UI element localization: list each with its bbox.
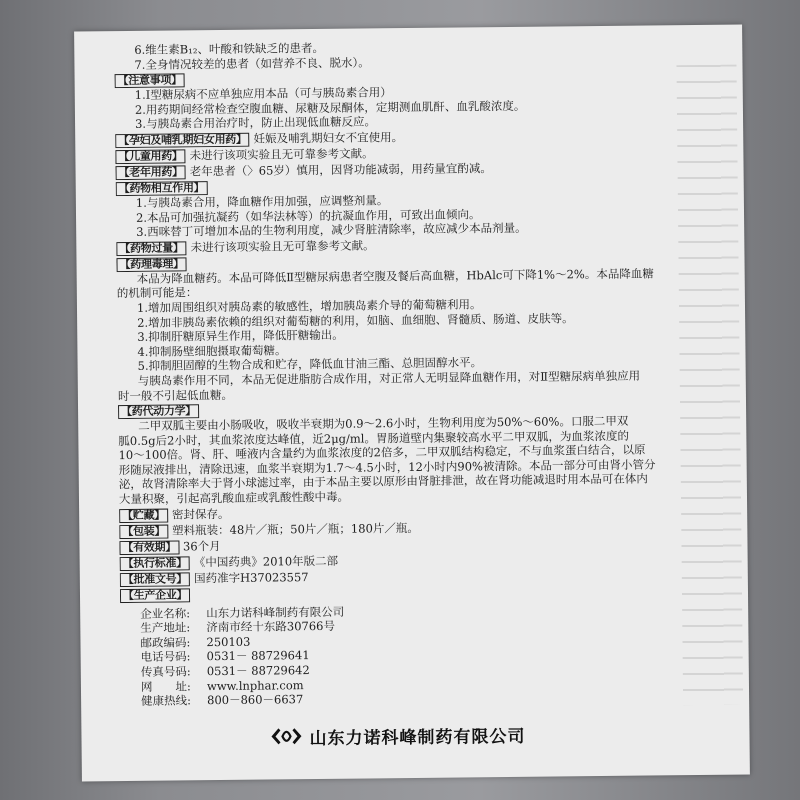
section-heading: 【批准文号】	[120, 572, 190, 587]
row-value: 800－860－6637	[207, 692, 304, 708]
pharmacology-item: 4.抑制肠壁细胞摄取葡萄糖。	[137, 343, 287, 359]
section-text: 妊娠及哺乳期妇女不宜使用。	[253, 130, 404, 146]
section-text: 《中国药典》2010年版二部	[193, 553, 339, 569]
row-value: 250103	[206, 634, 251, 650]
row-value: 山东力诺科峰制药有限公司	[206, 604, 345, 620]
manufacturer-info	[120, 601, 681, 709]
row-key: 网 址:	[140, 678, 191, 694]
section-heading: 【药物相互作用】	[116, 181, 208, 196]
pharmacokinetics-line: 形随尿液排出，清除迅速，血浆半衰期为1.7～4.5小时，12小时内90%被清除。本品一部分可由肾小管分	[118, 457, 656, 477]
pharmacology-intro-line: 的机制可能是：	[116, 285, 198, 301]
footer-brand	[269, 721, 525, 750]
precaution-item: 2.用药期间经常检查空腹血糖、尿糖及尿酮体，定期测血肌酐、血乳酸浓度。	[134, 98, 526, 117]
company-logo-icon	[269, 723, 303, 749]
show-through-text	[676, 65, 743, 706]
section-text: 36个月	[182, 538, 221, 554]
section-text: 未进行该项实验且无可靠参考文献。	[189, 146, 374, 163]
section-heading: 【贮藏】	[119, 508, 168, 523]
pharmacokinetics-line: 10～100倍。肾、肝、唾液内含量约为血浆浓度的2倍多，二甲双胍结构稳定，不与血浆蛋白结合，以原	[118, 442, 646, 463]
pharmacology-item: 3.抑制肝糖原异生作用，降低肝糖输出。	[137, 327, 344, 344]
pharmacology-item: 5.抑制胆固醇的生物合成和贮存，降低血甘油三酯、总胆固醇水平。	[137, 355, 483, 374]
pharmacology-intro-line: 本品为降血糖药。本品可降低Ⅱ型糖尿病患者空腹及餐后高血糖，HbAlc可下降1%～2%。本品降血糖	[136, 266, 654, 286]
row-value: 0531－ 88729641	[206, 648, 310, 664]
section-heading: 【注意事项】	[115, 74, 185, 89]
pharmacology-closing-line: 与胰岛素作用不同，本品无促进脂肪合成作用，对正常人无明显降血糖作用，对Ⅱ型糖尿病单独应用	[137, 368, 641, 388]
interaction-item: 3.西咪替丁可增加本品的生物利用度，减少肾脏清除率，故应减少本品剂量。	[136, 220, 527, 240]
package-insert-sheet	[74, 25, 750, 782]
section-heading: 【包装】	[119, 524, 168, 539]
section-heading: 【生产企业】	[120, 588, 190, 603]
row-key: 生产地址:	[140, 620, 191, 636]
row-key: 企业名称:	[140, 605, 191, 621]
pharmacokinetics-line: 二甲双胍主要由小肠吸收，吸收半衰期为0.9～2.6小时，生物利用度为50%～60%。口服二甲双	[138, 413, 629, 433]
interaction-item: 1.与胰岛素合用，降血糖作用加强，应调整剂量。	[135, 193, 389, 210]
pharmacology-closing-line: 时一般不引起低血糖。	[117, 387, 233, 403]
section-text: 老年患者（〉65岁）慎用，因肾功能减弱，用药量宜酌减。	[189, 161, 492, 179]
row-value: www.lnphar.com	[206, 677, 304, 693]
section-heading: 【药理毒理】	[116, 257, 186, 272]
pharmacology-item: 2.增加非胰岛素依赖的组织对葡萄糖的利用，如脑、血细胞、肾髓质、肠道、皮肤等。	[137, 310, 574, 330]
section-heading: 【药物过量】	[116, 241, 186, 256]
section-text: 塑料瓶装：48片／瓶；50片／瓶；180片／瓶。	[172, 520, 419, 538]
precaution-item: 1.Ⅰ型糖尿病不应单独应用本品（可与胰岛素合用）	[134, 85, 392, 103]
pharmacokinetics-line: 大量积聚，引起高乳酸血症或乳酸性酸中毒。	[118, 489, 350, 507]
contraindication-item: 7.全身情况较差的患者（如营养不良、脱水）。	[134, 55, 370, 72]
row-key: 电话号码:	[140, 649, 191, 665]
row-key: 邮政编码:	[140, 635, 191, 650]
insert-text	[114, 37, 681, 709]
pharmacokinetics-line: 胍0.5g后2小时，其血浆浓度达峰值，近2μg/ml。胃肠道壁内集聚较高水平二甲双胍，为血浆浓度的	[118, 428, 630, 448]
section-heading: 【药代动力学】	[118, 404, 199, 419]
pharmacology-item: 1.增加周围组织对胰岛素的敏感性，增加胰岛素介导的葡萄糖利用。	[136, 297, 482, 315]
row-value: 0531－ 88729642	[206, 663, 310, 679]
section-text: 国药准字H37023557	[193, 569, 309, 585]
row-key: 健康热线:	[141, 693, 192, 709]
row-value: 济南市经十东路30766号	[206, 619, 335, 635]
footer-company-name: 山东力诺科峰制药有限公司	[309, 726, 526, 749]
section-heading: 【老年用药】	[116, 165, 186, 180]
contraindication-item: 6.维生素B₁₂、叶酸和铁缺乏的患者。	[134, 40, 325, 57]
row-key: 传真号码:	[140, 664, 191, 679]
section-text: 未进行该项实验且无可靠参考文献。	[190, 238, 375, 255]
interaction-item: 2.本品可加强抗凝药（如华法林等）的抗凝血作用，可致出血倾向。	[135, 206, 481, 225]
section-heading: 【执行标准】	[120, 556, 190, 571]
precaution-item: 3.与胰岛素合用治疗时，防止出现低血糖反应。	[134, 114, 377, 132]
section-heading: 【孕妇及哺乳期妇女用药】	[115, 133, 250, 148]
section-heading: 【儿童用药】	[115, 149, 185, 164]
section-heading: 【有效期】	[119, 540, 179, 555]
pharmacokinetics-line: 泌，故肾清除率大于肾小球滤过率，由于本品主要以原形由肾脏排泄，故在肾功能减退时用本品可在体内	[118, 472, 648, 492]
section-text: 密封保存。	[171, 506, 230, 522]
